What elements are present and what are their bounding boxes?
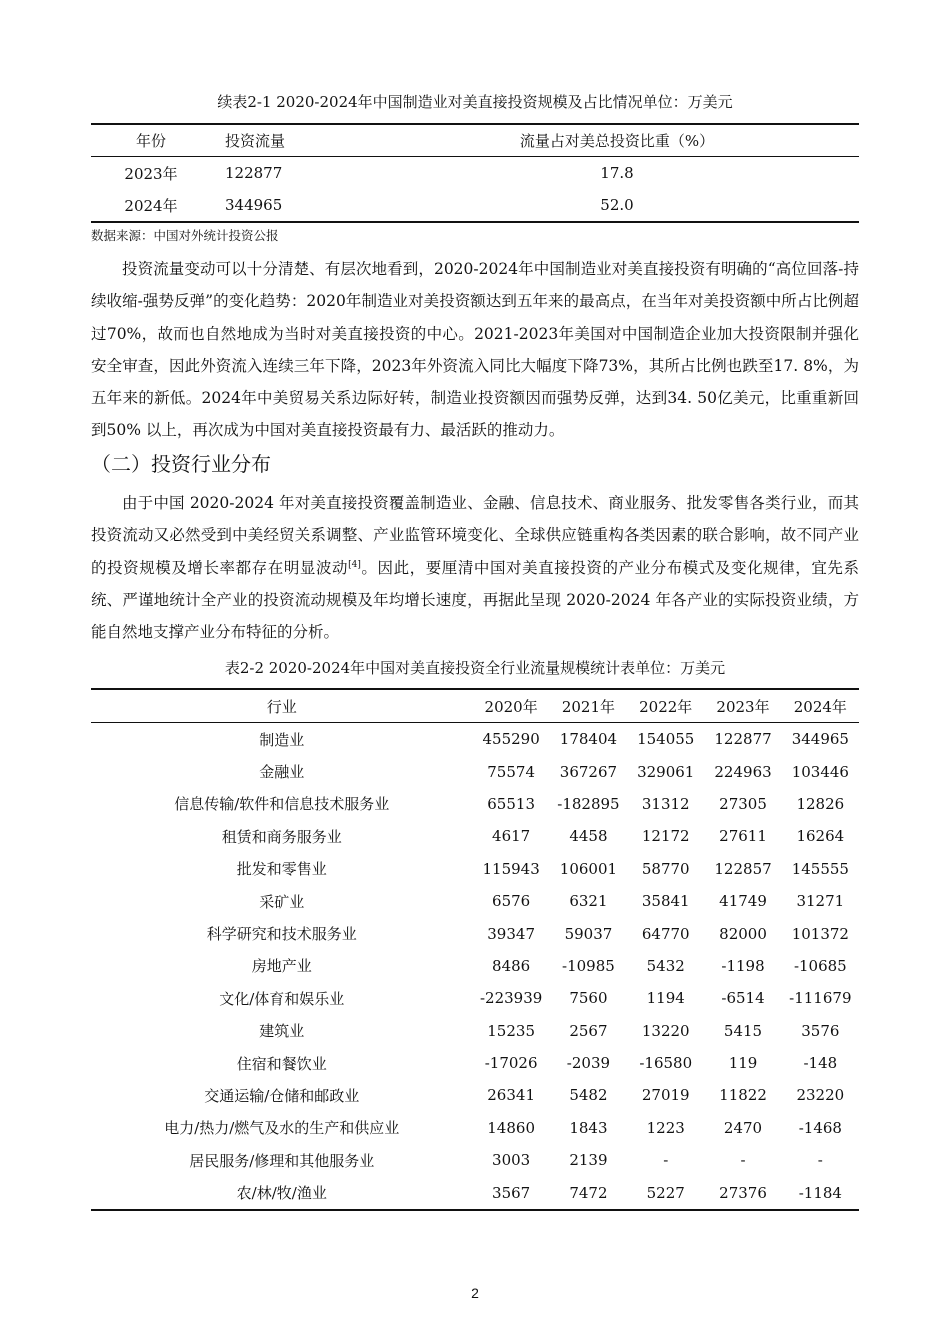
table2-cell-industry: 采矿业 <box>259 892 305 911</box>
table2-header-2024: 2024年 <box>782 689 859 723</box>
table2-cell-2021: 2139 <box>569 1151 608 1170</box>
table-row <box>91 820 859 852</box>
table2-cell-2022: - <box>663 1151 669 1170</box>
table2-header-2021: 2021年 <box>550 689 627 723</box>
table-row <box>91 1176 859 1209</box>
table2-cell-2023: 2470 <box>723 1118 763 1137</box>
table2-header-industry: 行业 <box>91 689 472 723</box>
table-row <box>91 917 859 949</box>
table1-cell-share: 52.0 <box>600 196 634 214</box>
table-row <box>91 853 859 885</box>
table2-body <box>91 723 859 1210</box>
table2-cell-2021: 106001 <box>559 859 618 878</box>
table2-cell-2021: 7560 <box>569 989 608 1008</box>
table2-cell-industry: 交通运输/仓储和邮政业 <box>204 1086 360 1105</box>
table2-cell-2021: 178404 <box>559 730 618 749</box>
table2-cell-2022: 12172 <box>641 827 690 846</box>
table2-cell-2022: 31312 <box>641 794 690 813</box>
table1-header-row <box>91 124 859 157</box>
table2-cell-industry: 批发和零售业 <box>236 860 327 879</box>
table2-cell-2022: 5227 <box>646 1183 685 1202</box>
table2-cell-2020: 3567 <box>492 1183 531 1202</box>
table2-cell-industry: 居民服务/修理和其他服务业 <box>189 1151 375 1170</box>
table2-cell-2024: 344965 <box>791 730 849 749</box>
table2-cell-2024: 31271 <box>796 892 845 911</box>
table2-cell-2020: 8486 <box>492 956 531 975</box>
table2-cell-2023: -1198 <box>721 956 765 975</box>
table2-cell-industry: 制造业 <box>259 730 305 749</box>
table2-cell-2020: 4617 <box>492 827 531 846</box>
table-row <box>91 982 859 1014</box>
table2-cell-2023: 5415 <box>723 1021 763 1040</box>
table2-cell-2024: -111679 <box>789 989 852 1008</box>
table2-header-2020: 2020年 <box>472 689 549 723</box>
table2-cell-2022: 1194 <box>646 989 685 1008</box>
table-row <box>91 1144 859 1176</box>
table2-cell-2024: 12826 <box>796 794 845 813</box>
table2-cell-2020: 75574 <box>487 762 535 781</box>
table2-header-row <box>91 689 859 723</box>
paragraph2-text-before: 由于中国 2020-2024 年对美直接投资覆盖制造业、金融、信息技术、商业服务、批发零售各类行业，而其投资流动又必然受到中美经贸关系调整、产业监管环境变化、全球供应链重构各类因素的联合影响，故不同产业的投资规模及增长率都存在明显波动 <box>91 494 859 577</box>
table2-cell-industry: 电力/热力/燃气及水的生产和供应业 <box>164 1119 400 1138</box>
table2-cell-2023: 119 <box>728 1054 758 1073</box>
table2-cell-2022: 13220 <box>641 1021 690 1040</box>
table2-cell-industry: 房地产业 <box>251 957 312 976</box>
table1-cell-flow: 344965 <box>225 196 283 214</box>
table2-cell-2024: 3576 <box>801 1021 840 1040</box>
table2-cell-2020: 39347 <box>487 924 535 943</box>
table2-cell-industry: 租赁和商务服务业 <box>221 827 342 846</box>
table2-cell-2023: 122857 <box>714 859 772 878</box>
table2-cell-2023: 82000 <box>719 924 767 943</box>
table2-cell-2021: 367267 <box>559 762 618 781</box>
table-row <box>91 1015 859 1047</box>
table2-cell-2022: 5432 <box>646 956 685 975</box>
table1-header-share: 流量占对美总投资比重（%） <box>375 124 859 157</box>
table2-cell-2022: 64770 <box>641 924 690 943</box>
table2-cell-2022: 329061 <box>637 762 695 781</box>
body-paragraph-1: 投资流量变动可以十分清楚、有层次地看到，2020-2024年中国制造业对美直接投资有明确的“高位回落-持续收缩-强势反弹”的变化趋势：2020年制造业对美投资额达到五年来的最高点，在当年对美投资额中所占比例超过70%，故而也自然地成为当时对美直接投资的中心。2021-2023年美国对中国制造企业加大投资限制并强化安全审查，因此外资流入连续三年下降，2023年外资流入同比大幅度下降73%，其所占比例也跌至17. 8%，为五年来的新低。2024年中美贸易关系边际好转，制造业投资额因而强势反弹，达到34. 50亿美元，比重重新回到50% 以上，再次成为中国对美直接投资最有力、最活跃的推动力。 <box>91 260 859 440</box>
table2-header-2022: 2022年 <box>627 689 704 723</box>
table2-cell-2023: -6514 <box>721 989 765 1008</box>
table1-cell-flow: 122877 <box>225 164 283 182</box>
table2-cell-2020: 6576 <box>492 892 531 911</box>
table2-cell-industry: 住宿和餐饮业 <box>236 1054 327 1073</box>
table1-manufacturing-investment <box>91 123 859 223</box>
table2-cell-2021: -182895 <box>557 794 620 813</box>
table2-industry-investment <box>91 688 859 1211</box>
table-row <box>91 723 859 756</box>
table2-cell-2024: -1468 <box>798 1118 842 1137</box>
table2-cell-2024: - <box>817 1151 823 1170</box>
body-paragraph-2 <box>91 487 859 648</box>
table2-cell-2024: -1184 <box>798 1183 842 1202</box>
table2-cell-2020: 26341 <box>487 1086 535 1105</box>
table2-cell-2020: 115943 <box>482 859 540 878</box>
table2-cell-2023: 122877 <box>714 730 772 749</box>
table2-cell-2020: -17026 <box>484 1054 538 1073</box>
table2-cell-2021: -10985 <box>562 956 615 975</box>
table2-cell-2022: 27019 <box>641 1086 690 1105</box>
table2-cell-2022: -16580 <box>639 1054 693 1073</box>
page-number: 2 <box>471 1285 479 1301</box>
table1-cell-year: 2024年 <box>124 196 178 215</box>
table2-cell-2024: -10685 <box>793 956 847 975</box>
table2-cell-2023: 41749 <box>719 892 767 911</box>
table2-cell-2024: 145555 <box>791 859 849 878</box>
table2-cell-industry: 信息传输/软件和信息技术服务业 <box>174 795 390 814</box>
table2-cell-2023: 27305 <box>719 794 767 813</box>
table2-header-2023: 2023年 <box>704 689 781 723</box>
citation-reference: [4] <box>348 559 361 570</box>
table2-cell-2020: 14860 <box>487 1118 535 1137</box>
table-row <box>91 157 859 190</box>
table2-cell-2023: 224963 <box>714 762 772 781</box>
table-row <box>91 950 859 982</box>
table2-cell-2024: 16264 <box>796 827 845 846</box>
table2-cell-industry: 金融业 <box>259 763 305 782</box>
table2-cell-2021: -2039 <box>566 1054 611 1073</box>
table2-cell-2022: 58770 <box>641 859 690 878</box>
table1-header-year: 年份 <box>91 124 211 157</box>
table1-source-note: 数据来源：中国对外统计投资公报 <box>91 228 279 243</box>
table-row <box>91 1079 859 1111</box>
table2-cell-2023: 27611 <box>719 827 767 846</box>
table2-cell-industry: 科学研究和技术服务业 <box>206 925 357 944</box>
table2-cell-industry: 建筑业 <box>259 1022 305 1041</box>
table-row <box>91 1112 859 1144</box>
table2-cell-2020: -223939 <box>479 989 543 1008</box>
table2-cell-2021: 7472 <box>569 1183 608 1202</box>
table2-caption: 表2-2 2020-2024年中国对美直接投资全行业流量规模统计表单位：万美元 <box>224 659 726 677</box>
paragraph2-text-after: 。因此，要厘清中国对美直接投资的产业分布模式及变化规律，宜先系统、严谨地统计全产业的投资流动规模及年均增长速度，再据此呈现 2020-2024 年各产业的实际投资业绩，方能自然地支撑产业分布特征的分析。 <box>91 558 859 642</box>
table-row <box>91 1047 859 1079</box>
table2-cell-2021: 2567 <box>569 1021 608 1040</box>
table-row <box>91 755 859 787</box>
table2-cell-2021: 59037 <box>564 924 613 943</box>
table2-cell-2022: 35841 <box>641 892 690 911</box>
table2-cell-industry: 文化/体育和娱乐业 <box>219 989 345 1008</box>
table2-cell-2020: 65513 <box>487 794 535 813</box>
table2-cell-2024: 23220 <box>796 1086 845 1105</box>
section-heading: （二）投资行业分布 <box>91 452 271 476</box>
table2-cell-2024: 103446 <box>791 762 849 781</box>
table2-cell-2024: -148 <box>803 1054 838 1073</box>
table1-header-flow: 投资流量 <box>211 124 375 157</box>
table2-cell-2020: 15235 <box>487 1021 535 1040</box>
table2-cell-2024: 101372 <box>791 924 849 943</box>
table-row <box>91 885 859 917</box>
table2-cell-industry: 农/林/牧/渔业 <box>236 1184 327 1203</box>
table-row <box>91 189 859 222</box>
table2-cell-2020: 455290 <box>482 730 540 749</box>
table2-cell-2023: 27376 <box>719 1183 767 1202</box>
table1-cell-share: 17.8 <box>600 164 634 182</box>
table2-cell-2021: 5482 <box>569 1086 608 1105</box>
table2-cell-2021: 6321 <box>569 892 608 911</box>
table2-cell-2022: 1223 <box>646 1118 685 1137</box>
table2-cell-2022: 154055 <box>637 730 695 749</box>
table2-cell-2021: 1843 <box>569 1118 608 1137</box>
table2-cell-2023: 11822 <box>719 1086 767 1105</box>
table2-cell-2020: 3003 <box>492 1151 531 1170</box>
table2-cell-2023: - <box>740 1151 746 1170</box>
table1-cell-year: 2023年 <box>124 164 178 183</box>
table2-cell-2021: 4458 <box>569 827 608 846</box>
table1-caption: 续表2-1 2020-2024年中国制造业对美直接投资规模及占比情况单位：万美元 <box>217 93 733 111</box>
table-row <box>91 788 859 820</box>
